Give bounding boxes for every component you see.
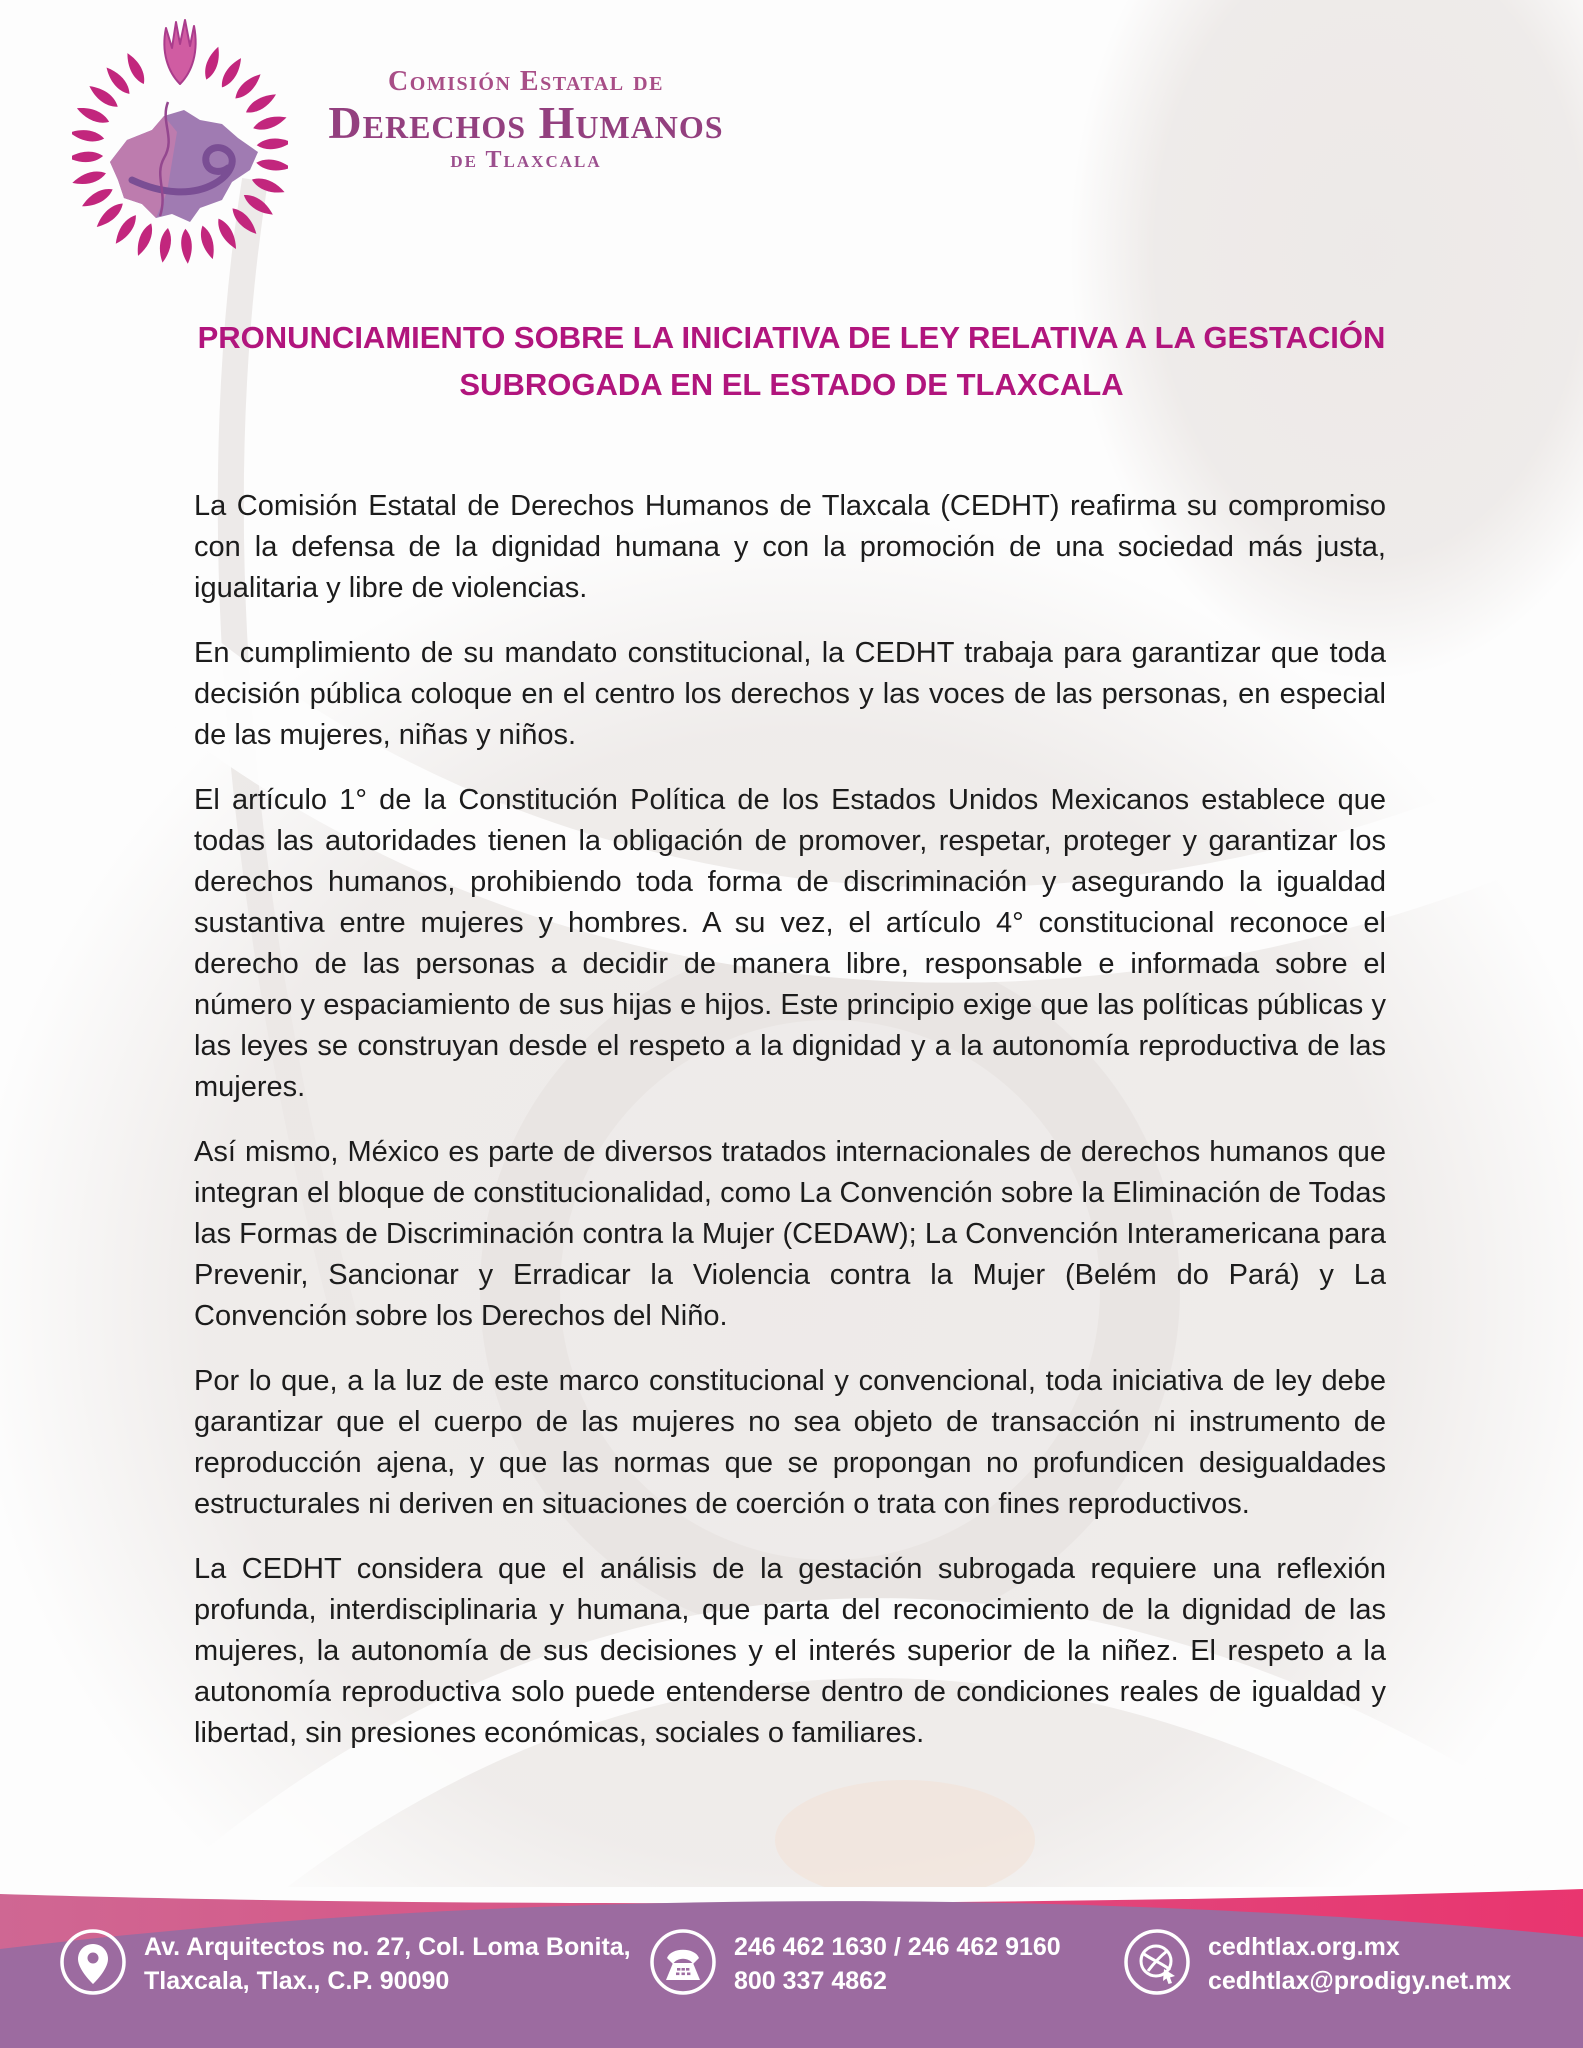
phone-line1: 246 462 1630 / 246 462 9160 (734, 1933, 1061, 1961)
flame-icon (164, 20, 195, 84)
header (0, 0, 1583, 260)
phone-line2: 800 337 4862 (734, 1967, 887, 1995)
footer (0, 1887, 1583, 2048)
document-body (194, 486, 1386, 1778)
org-name-line2: Derechos Humanos (328, 97, 724, 148)
paragraph-1: La Comisión Estatal de Derechos Humanos de Tlaxcala (CEDHT) reafirma su compromiso con la defensa de la dignidad humana y con la promoción de una sociedad más justa, igualitaria y libre de violencias. (194, 490, 1386, 604)
paragraph-2: En cumplimiento de su mandato constitucional, la CEDHT trabaja para garantizar que toda decisión pública coloque en el centro los derechos y las voces de las personas, en especial de las mujeres, niñas y niños. (194, 637, 1386, 751)
paragraph-5: Por lo que, a la luz de este marco constitucional y convencional, toda iniciativa de ley debe garantizar que el cuerpo de las mujeres no sea objeto de transacción ni instrumento de reproducción ajena, y que las normas que se propongan no profundicen desigualdades estructurales ni deriven en situaciones de coerción o trata con fines reproductivos. (194, 1365, 1386, 1520)
address-line1: Av. Arquitectos no. 27, Col. Loma Bonita, (144, 1933, 631, 1961)
phone-icon (648, 1927, 718, 1997)
footer-web (1122, 1927, 1511, 1998)
email-address: cedhtlax@prodigy.net.mx (1208, 1967, 1512, 1995)
footer-phones (648, 1927, 1061, 1998)
globe-icon (1122, 1927, 1192, 1997)
org-name-line1: Comisión Estatal de (388, 66, 664, 97)
org-name-line3: de Tlaxcala (450, 147, 602, 173)
paragraph-3: El artículo 1° de la Constitución Política de los Estados Unidos Mexicanos establece que todas las autoridades tienen la obligación de promover, respetar, proteger y garantizar los derechos humanos, prohibiendo toda forma de discriminación y asegurando la igualdad sustantiva entre mujeres y hombres. A su vez, el artículo 4° constitucional reconoce el derecho de las personas a decidir de manera libre, responsable e informada sobre el número y espaciamiento de sus hijas e hijos. Este principio exige que las políticas públicas y las leyes se construyan desde el respeto a la dignidad y a la autonomía reproductiva de las mujeres. (194, 784, 1386, 1103)
location-pin-icon (58, 1927, 128, 1997)
tlaxcala-map-icon (110, 102, 258, 222)
paragraph-4: Así mismo, México es parte de diversos tratados internacionales de derechos humanos que integran el bloque de constitucionalidad, como La Convención sobre la Eliminación de Todas las Formas de Discriminación contra la Mujer (CEDAW); La Convención Interamericana para Prevenir, Sancionar y Erradicar la Violencia contra la Mujer (Belém do Pará) y La Convención sobre los Derechos del Niño. (194, 1136, 1386, 1332)
org-name (286, 66, 766, 174)
website-url: cedhtlax.org.mx (1208, 1933, 1400, 1961)
footer-address (58, 1927, 631, 1998)
paragraph-6: La CEDHT considera que el análisis de la gestación subrogada requiere una reflexión profunda, interdisciplinaria y humana, que parta del reconocimiento de la dignidad de las mujeres, la autonomía de sus decisiones y el interés superior de la niñez. El respeto a la autonomía reproductiva solo puede entenderse dentro de condiciones reales de igualdad y libertad, sin presiones económicas, sociales o familiares. (194, 1553, 1386, 1749)
cedht-logo (72, 10, 288, 266)
address-line2: Tlaxcala, Tlax., C.P. 90090 (144, 1967, 450, 1995)
document-title: PRONUNCIAMIENTO SOBRE LA INICIATIVA DE LEY RELATIVA A LA GESTACIÓN SUBROGADA EN EL ESTADO DE TLAXCALA (197, 320, 1386, 402)
